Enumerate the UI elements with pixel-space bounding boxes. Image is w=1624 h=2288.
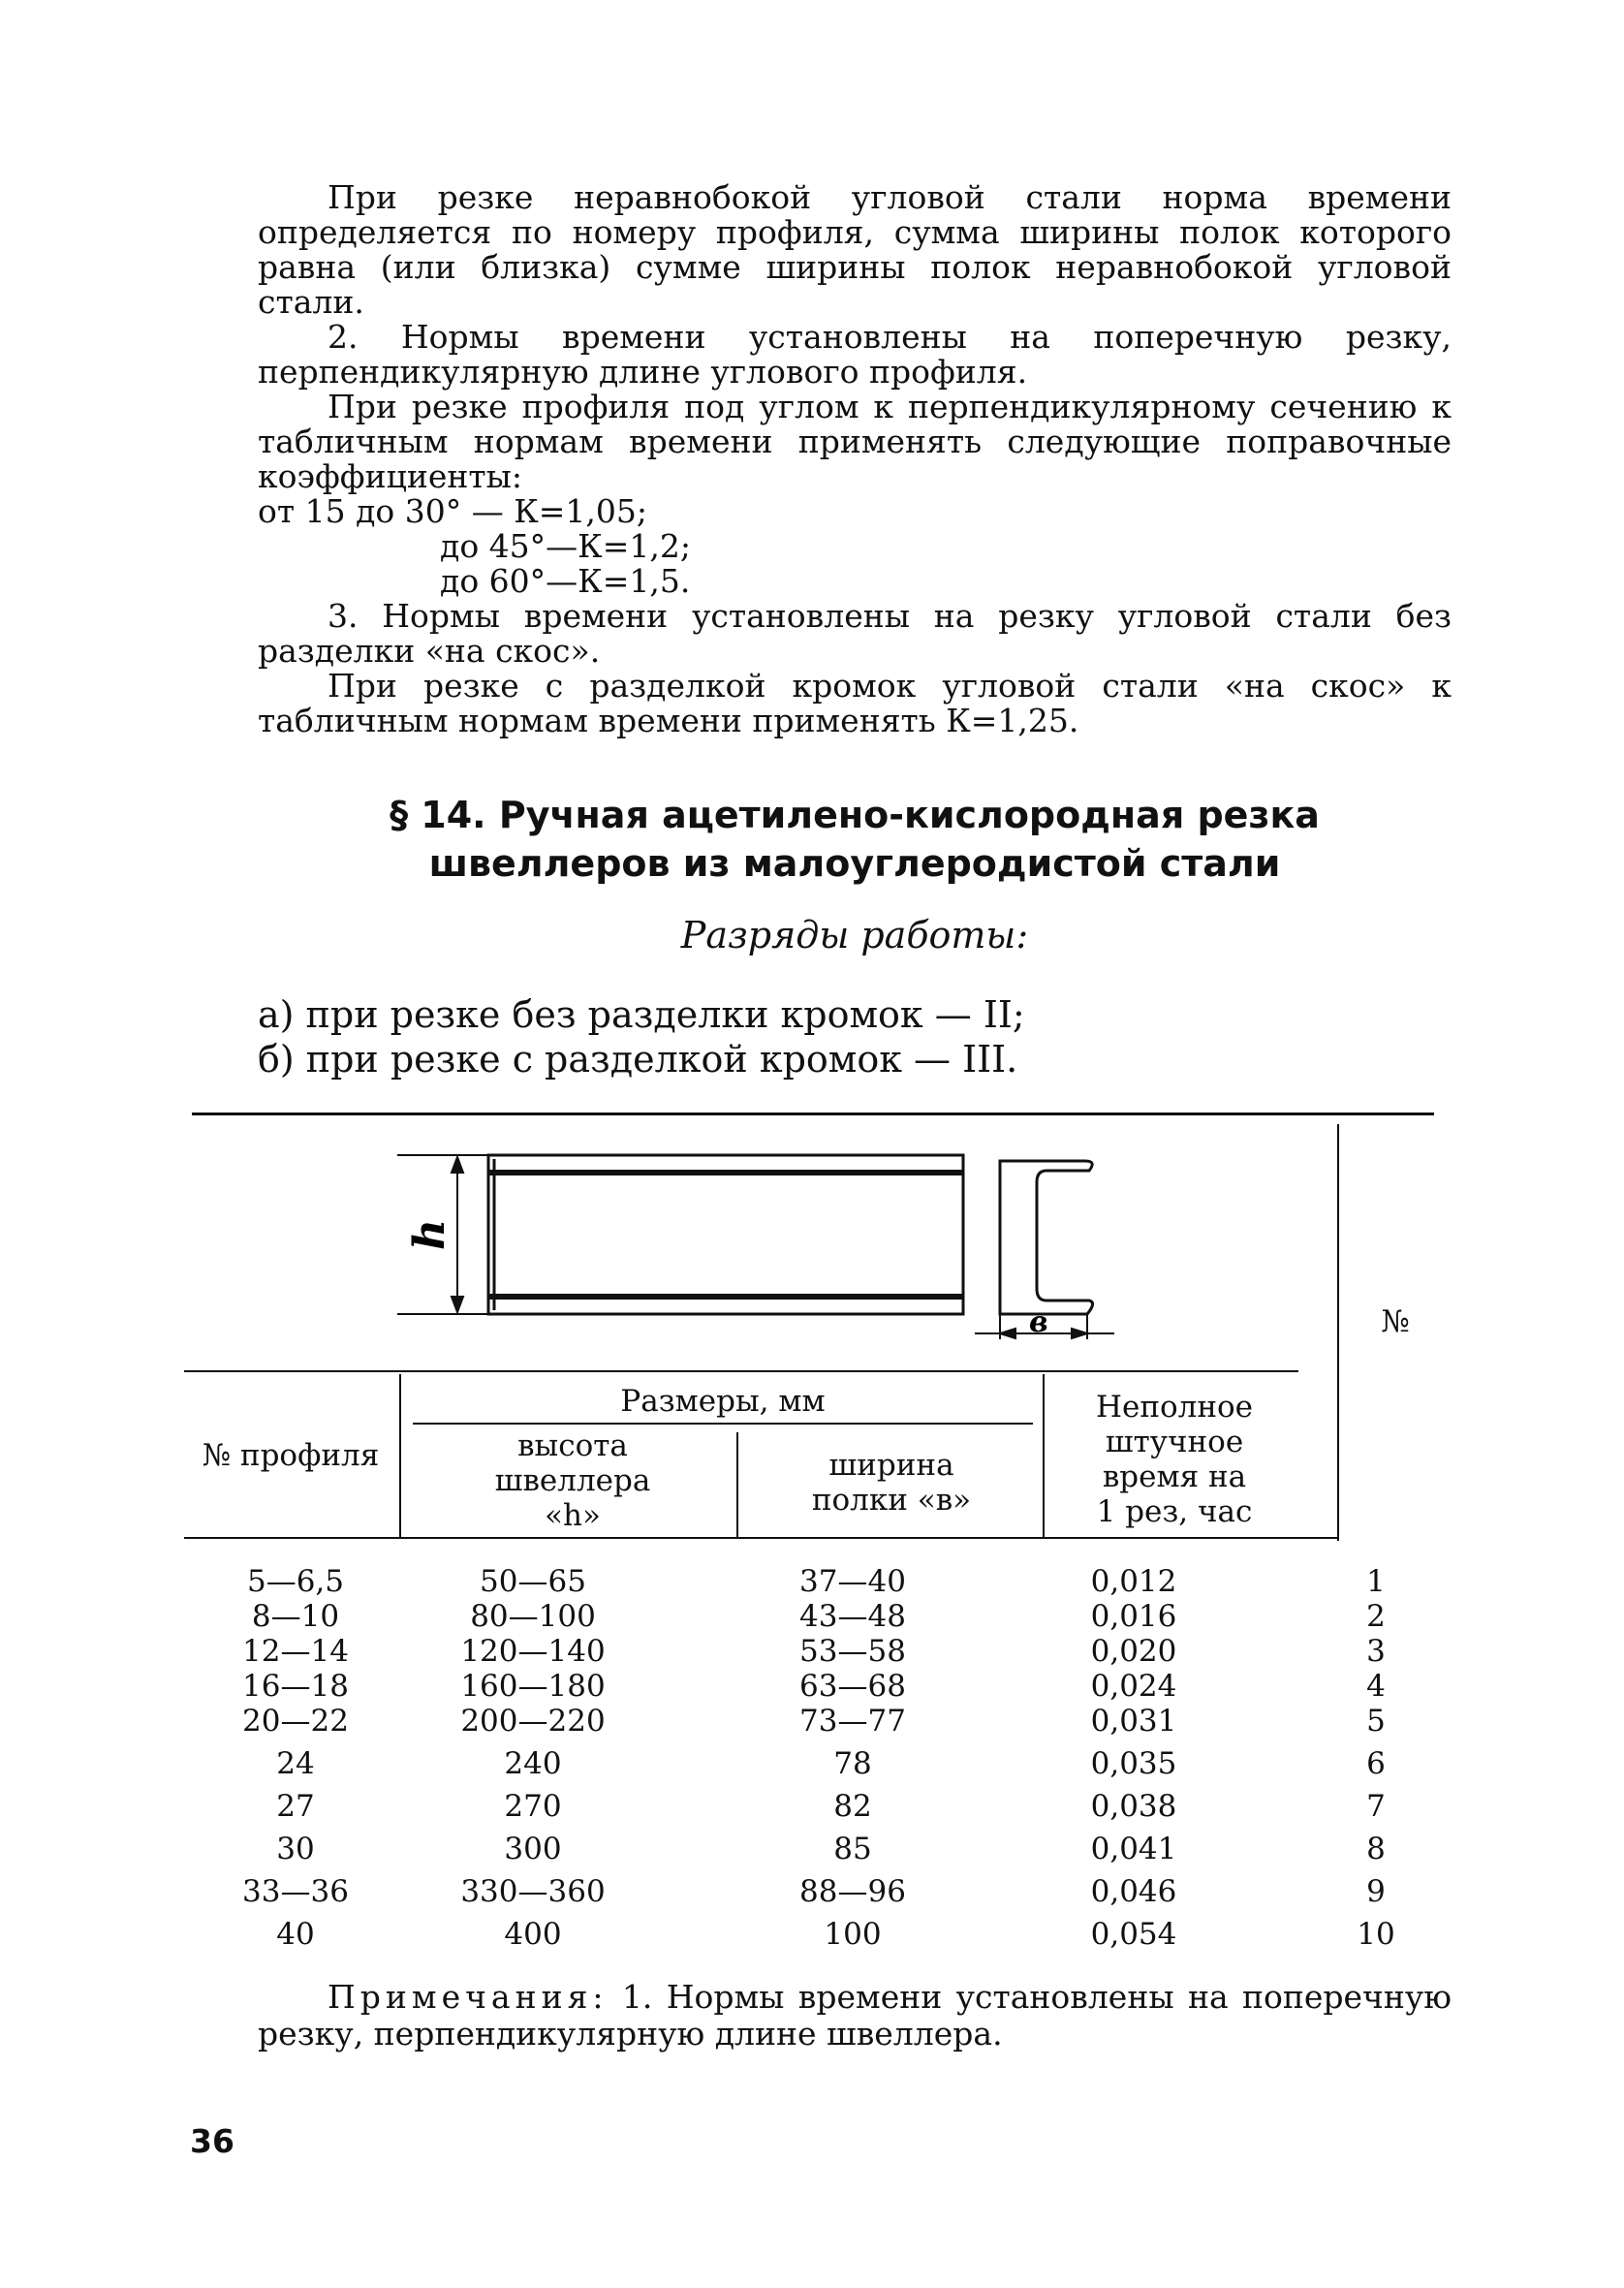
cell-profile: 33—36 <box>242 1874 349 1909</box>
cell-width: 78 <box>833 1746 872 1781</box>
header-vline-2 <box>736 1432 738 1537</box>
cell-time: 0,016 <box>1090 1599 1177 1634</box>
table-row <box>184 1704 1453 1739</box>
cell-width: 37—40 <box>799 1564 906 1599</box>
header-time <box>1048 1390 1300 1529</box>
cell-profile: 30 <box>276 1832 315 1866</box>
cell-width: 53—58 <box>799 1634 906 1669</box>
header-sizes: Размеры, мм <box>620 1384 826 1419</box>
header-vline-3 <box>1043 1374 1045 1537</box>
cell-profile: 16—18 <box>242 1669 349 1704</box>
header-height-line-2: швеллера <box>494 1463 651 1498</box>
table-row <box>184 1789 1453 1824</box>
cell-width: 43—48 <box>799 1599 906 1634</box>
table-row <box>184 1634 1453 1669</box>
intro-paragraph-5: При резке с разделкой кромок угловой стали «на скос» к табличным нормам времени применять К=1,25. <box>258 667 1452 739</box>
header-time-line-2: штучное <box>1105 1425 1244 1459</box>
header-time-line-3: время на <box>1102 1459 1247 1494</box>
cell-width: 88—96 <box>799 1874 906 1909</box>
header-time-line-1: Неполное <box>1095 1390 1254 1425</box>
cell-time: 0,031 <box>1090 1704 1177 1739</box>
table-row <box>184 1917 1453 1952</box>
header-bottom-rule <box>184 1537 1337 1539</box>
cell-height: 160—180 <box>460 1669 606 1704</box>
cell-time: 0,024 <box>1090 1669 1177 1704</box>
header-vline-1 <box>399 1374 401 1537</box>
cell-time: 0,012 <box>1090 1564 1177 1599</box>
cell-profile: 40 <box>276 1917 315 1952</box>
intro-paragraph-2: 2. Нормы времени установлены на поперечную резку, перпендикулярную длине углового профиля. <box>258 318 1452 391</box>
coefficient-line-2: до 45°—К=1,2; <box>440 527 691 565</box>
cell-width: 82 <box>833 1789 872 1824</box>
table-row <box>184 1669 1453 1704</box>
section-title-line-1: § 14. Ручная ацетилено-кислородная резка <box>390 794 1320 836</box>
width-label: в <box>1029 1305 1048 1339</box>
intro-paragraph-4: 3. Нормы времени установлены на резку угловой стали без разделки «на скос». <box>258 597 1452 670</box>
cell-num: 5 <box>1366 1704 1386 1739</box>
table-num-column-separator <box>1337 1124 1339 1541</box>
cell-height: 270 <box>504 1789 562 1824</box>
cell-profile: 8—10 <box>251 1599 340 1634</box>
header-height-line-1: высота <box>517 1428 628 1463</box>
intro-text <box>258 180 1452 738</box>
notes-label: Примечания: <box>328 1978 609 2016</box>
channel-diagram <box>368 1114 1124 1376</box>
channel-cross-section <box>1000 1161 1093 1314</box>
header-height <box>413 1428 733 1533</box>
page-number: 36 <box>190 2122 234 2160</box>
notes-text: 1. Нормы времени установлены на поперечную резку, перпендикулярную длине швеллера. <box>258 1978 1452 2053</box>
cell-height: 330—360 <box>460 1874 606 1909</box>
cell-num: 1 <box>1366 1564 1386 1599</box>
cell-width: 63—68 <box>799 1669 906 1704</box>
cell-height: 50—65 <box>480 1564 586 1599</box>
section-subtitle: Разряды работы: <box>680 914 1029 956</box>
height-label: h <box>405 1219 454 1250</box>
cell-time: 0,041 <box>1090 1832 1177 1866</box>
cell-width: 73—77 <box>799 1704 906 1739</box>
grade-a: а) при резке без разделки кромок — II; <box>258 993 1025 1036</box>
cell-num: 4 <box>1366 1669 1386 1704</box>
cell-width: 100 <box>824 1917 882 1952</box>
cell-height: 200—220 <box>460 1704 606 1739</box>
section-title-line-2: швеллеров из малоуглеродистой стали <box>428 842 1281 885</box>
header-top-rule <box>184 1370 1298 1372</box>
cell-num: 10 <box>1357 1917 1395 1952</box>
intro-paragraph-1: При резке неравнобокой угловой стали норма времени определяется по номеру профиля, сумма ширины полок которого равна (или близка) сумме ширины полок неравнобокой угловой стали. <box>258 178 1452 321</box>
section-title <box>258 791 1452 888</box>
header-time-line-4: 1 рез, час <box>1096 1494 1253 1529</box>
coefficient-line-3: до 60°—К=1,5. <box>440 562 691 600</box>
cell-time: 0,035 <box>1090 1746 1177 1781</box>
cell-time: 0,054 <box>1090 1917 1177 1952</box>
table-row <box>184 1564 1453 1599</box>
header-height-line-3: «h» <box>545 1498 601 1533</box>
cell-profile: 5—6,5 <box>246 1564 345 1599</box>
cell-height: 240 <box>504 1746 562 1781</box>
grade-b: б) при резке с разделкой кромок — III. <box>258 1038 1018 1081</box>
work-grades <box>258 992 1452 1081</box>
cell-profile: 12—14 <box>242 1634 349 1669</box>
cell-num: 3 <box>1366 1634 1386 1669</box>
cell-num: 7 <box>1366 1789 1386 1824</box>
cell-num: 8 <box>1366 1832 1386 1866</box>
header-width-line-2: полки «в» <box>811 1483 972 1518</box>
cell-height: 300 <box>504 1832 562 1866</box>
cell-time: 0,020 <box>1090 1634 1177 1669</box>
channel-side-view <box>488 1155 963 1314</box>
table-row <box>184 1832 1453 1866</box>
cell-height: 120—140 <box>460 1634 606 1669</box>
header-sizes-underline <box>413 1423 1033 1425</box>
cell-profile: 24 <box>276 1746 315 1781</box>
cell-height: 400 <box>504 1917 562 1952</box>
cell-width: 85 <box>833 1832 872 1866</box>
header-width <box>746 1448 1037 1518</box>
cell-height: 80—100 <box>470 1599 596 1634</box>
cell-profile: 20—22 <box>242 1704 349 1739</box>
coefficient-line-1: от 15 до 30° — К=1,05; <box>258 492 648 530</box>
table-row <box>184 1599 1453 1634</box>
table-row <box>184 1746 1453 1781</box>
cell-time: 0,038 <box>1090 1789 1177 1824</box>
notes <box>258 1979 1452 2053</box>
cell-num: 6 <box>1366 1746 1386 1781</box>
cell-time: 0,046 <box>1090 1874 1177 1909</box>
cell-num: 9 <box>1366 1874 1386 1909</box>
table-row <box>184 1874 1453 1909</box>
header-profile: № профиля <box>202 1438 380 1473</box>
header-width-line-1: ширина <box>828 1448 954 1483</box>
cell-num: 2 <box>1366 1599 1386 1634</box>
cell-profile: 27 <box>276 1789 315 1824</box>
intro-paragraph-3: При резке профиля под углом к перпендикулярному сечению к табличным нормам времени применять следующие поправочные коэффициенты: <box>258 388 1452 495</box>
header-num: № <box>1381 1304 1410 1339</box>
